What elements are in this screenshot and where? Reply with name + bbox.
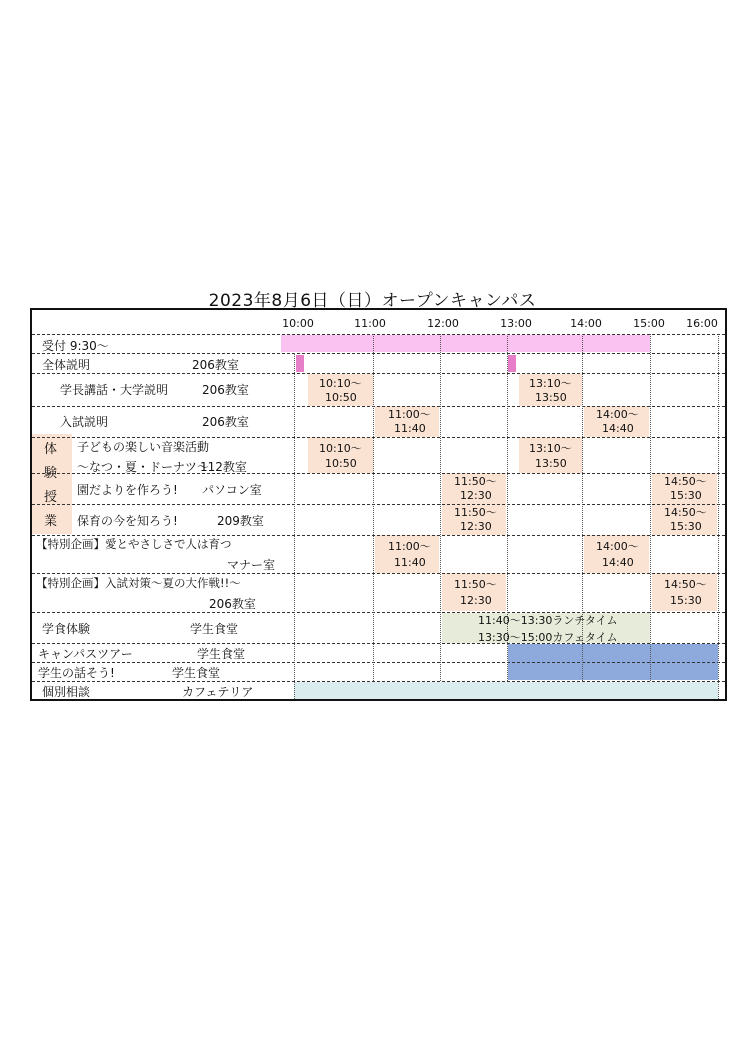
hour-1600: 16:00 — [686, 317, 718, 330]
hour-1300: 13:00 — [500, 317, 532, 330]
time-label: 13:10～ — [529, 442, 572, 455]
tour-room: 学生食堂 — [197, 647, 246, 661]
ongaku-room: 112教室 — [200, 460, 247, 474]
hour-1000: 10:00 — [282, 317, 314, 330]
time-label: 10:10～ — [319, 377, 362, 390]
tokubetsu1-name: 【特別企画】愛とやさしさで人は育つ — [36, 537, 232, 551]
hanaso-room: 学生食堂 — [172, 666, 221, 680]
ongaku-name-2: ～なつ・夏・ドーナツ～ — [77, 460, 209, 474]
gakucho-room: 206教室 — [202, 383, 249, 397]
gakushoku-room: 学生食堂 — [190, 622, 239, 636]
endayori-room: パソコン室 — [202, 483, 262, 497]
time-label: 10:10～ — [319, 442, 362, 455]
uketsuke-label: 受付 9:30～ — [42, 339, 109, 353]
gakucho-name: 学長講話・大学説明 — [60, 383, 169, 397]
zentai-room: 206教室 — [192, 358, 239, 372]
time-label: 12:30 — [460, 594, 492, 607]
zentai-marker-2 — [508, 355, 516, 372]
kobetsu-name: 個別相談 — [42, 685, 91, 699]
time-label: 10:50 — [325, 457, 357, 470]
time-label: 11:40 — [394, 556, 426, 569]
time-label: 15:30 — [670, 489, 702, 502]
schedule-table — [30, 308, 727, 701]
time-label: 11:50～ — [454, 506, 497, 519]
kobetsu-bar — [294, 682, 718, 699]
time-label: 12:30 — [460, 520, 492, 533]
time-label: 10:50 — [325, 391, 357, 404]
time-label: 11:50～ — [454, 475, 497, 488]
time-label: 14:40 — [602, 422, 634, 435]
hoiku-name: 保育の今を知ろう! — [77, 514, 178, 528]
lunch-note: 11:40～13:30ランチタイム — [478, 614, 618, 627]
time-label: 11:00～ — [388, 540, 431, 553]
tour-name: キャンパスツアー — [38, 647, 133, 661]
cafe-note: 13:30～15:00カフェタイム — [478, 631, 618, 644]
nyushi-name: 入試説明 — [60, 415, 109, 429]
tokubetsu1-room: マナー室 — [227, 558, 276, 572]
page-title: 2023年8月6日（日）オープンキャンパス — [208, 291, 537, 311]
taiken-label: 体 験 授 業 — [32, 434, 72, 534]
nyushi-room: 206教室 — [202, 415, 249, 429]
endayori-name: 園だよりを作ろう! — [77, 483, 178, 497]
time-label: 13:50 — [535, 457, 567, 470]
time-label: 14:00～ — [596, 540, 639, 553]
time-label: 11:40 — [394, 422, 426, 435]
time-label: 14:50～ — [664, 475, 707, 488]
hour-1500: 15:00 — [633, 317, 665, 330]
time-label: 13:10～ — [529, 377, 572, 390]
time-label: 14:50～ — [664, 578, 707, 591]
gakushoku-name: 学食体験 — [42, 622, 91, 636]
tokubetsu2-room: 206教室 — [209, 597, 256, 611]
kobetsu-room: カフェテリア — [182, 685, 254, 699]
time-label: 14:40 — [602, 556, 634, 569]
hanaso-name: 学生の話そう! — [38, 666, 115, 680]
hoiku-room: 209教室 — [217, 514, 264, 528]
reception-bar — [281, 335, 650, 352]
time-label: 13:50 — [535, 391, 567, 404]
time-label: 14:00～ — [596, 408, 639, 421]
time-label: 15:30 — [670, 520, 702, 533]
ongaku-name-1: 子どもの楽しい音楽活動 — [77, 440, 210, 454]
time-label: 12:30 — [460, 489, 492, 502]
tokubetsu2-name: 【特別企画】入試対策～夏の大作戦!!～ — [36, 576, 241, 590]
hour-1400: 14:00 — [570, 317, 602, 330]
zentai-name: 全体説明 — [42, 358, 91, 372]
time-label: 11:00～ — [388, 408, 431, 421]
hour-1100: 11:00 — [354, 317, 386, 330]
zentai-marker-1 — [296, 355, 304, 372]
time-label: 15:30 — [670, 594, 702, 607]
hour-1200: 12:00 — [427, 317, 459, 330]
time-label: 11:50～ — [454, 578, 497, 591]
time-label: 14:50～ — [664, 506, 707, 519]
